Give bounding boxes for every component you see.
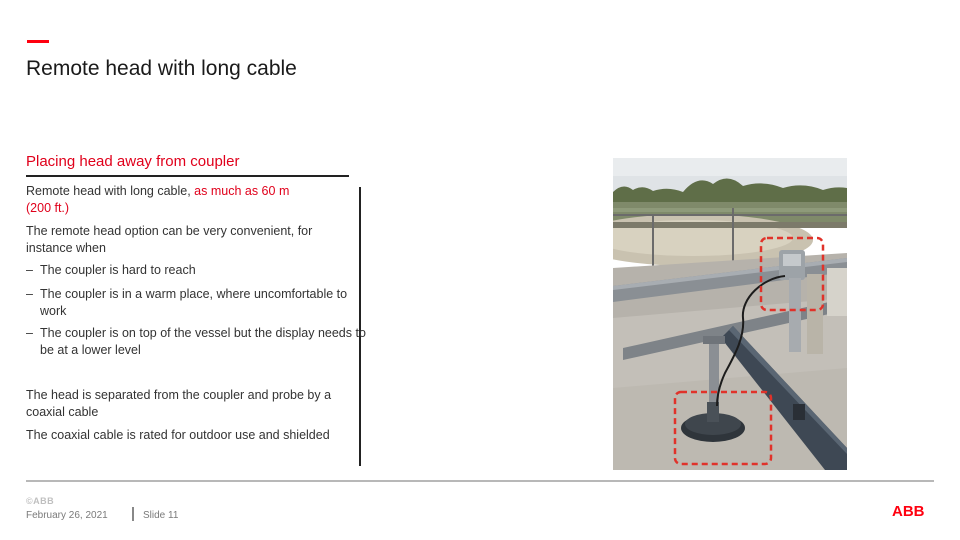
installation-photo [613, 158, 847, 470]
paragraph-convenience: The remote head option can be very convenient, for instance when [26, 224, 313, 255]
abb-logo: ABB [892, 503, 925, 520]
highlight-length-ft: (200 ft.) [26, 201, 70, 215]
list-item-text: The coupler is in a warm place, where uncomfortable to work [40, 287, 348, 318]
paragraph-separation: The head is separated from the coupler and probe by a coaxial cable [26, 388, 332, 419]
slide-title: Remote head with long cable [26, 57, 297, 80]
footer-date: February 26, 2021 [26, 510, 108, 521]
highlight-length: as much as 60 m [194, 184, 290, 198]
list-item [26, 262, 370, 279]
footer-divider [26, 480, 934, 482]
list-item-text: The coupler is on top of the vessel but the display needs to be at a lower level [40, 326, 366, 357]
paragraph-cable-length [26, 183, 356, 217]
list-item [26, 286, 370, 320]
footer-separator [132, 507, 134, 521]
bullet-dash: – [26, 287, 33, 301]
footer-small-logo: ©ABB [26, 496, 55, 506]
paragraph-cable-rating: The coaxial cable is rated for outdoor use and shielded [26, 428, 330, 442]
bullet-dash: – [26, 263, 33, 277]
list-item-text: The coupler is hard to reach [40, 263, 196, 277]
section-divider [26, 175, 349, 177]
paragraph-text: Remote head with long cable, [26, 184, 195, 198]
list-item [26, 325, 370, 359]
title-accent-bar [27, 40, 49, 43]
section-heading: Placing head away from coupler [26, 153, 240, 170]
footer-slide-number: Slide 11 [143, 510, 179, 521]
bullet-dash: – [26, 326, 33, 340]
